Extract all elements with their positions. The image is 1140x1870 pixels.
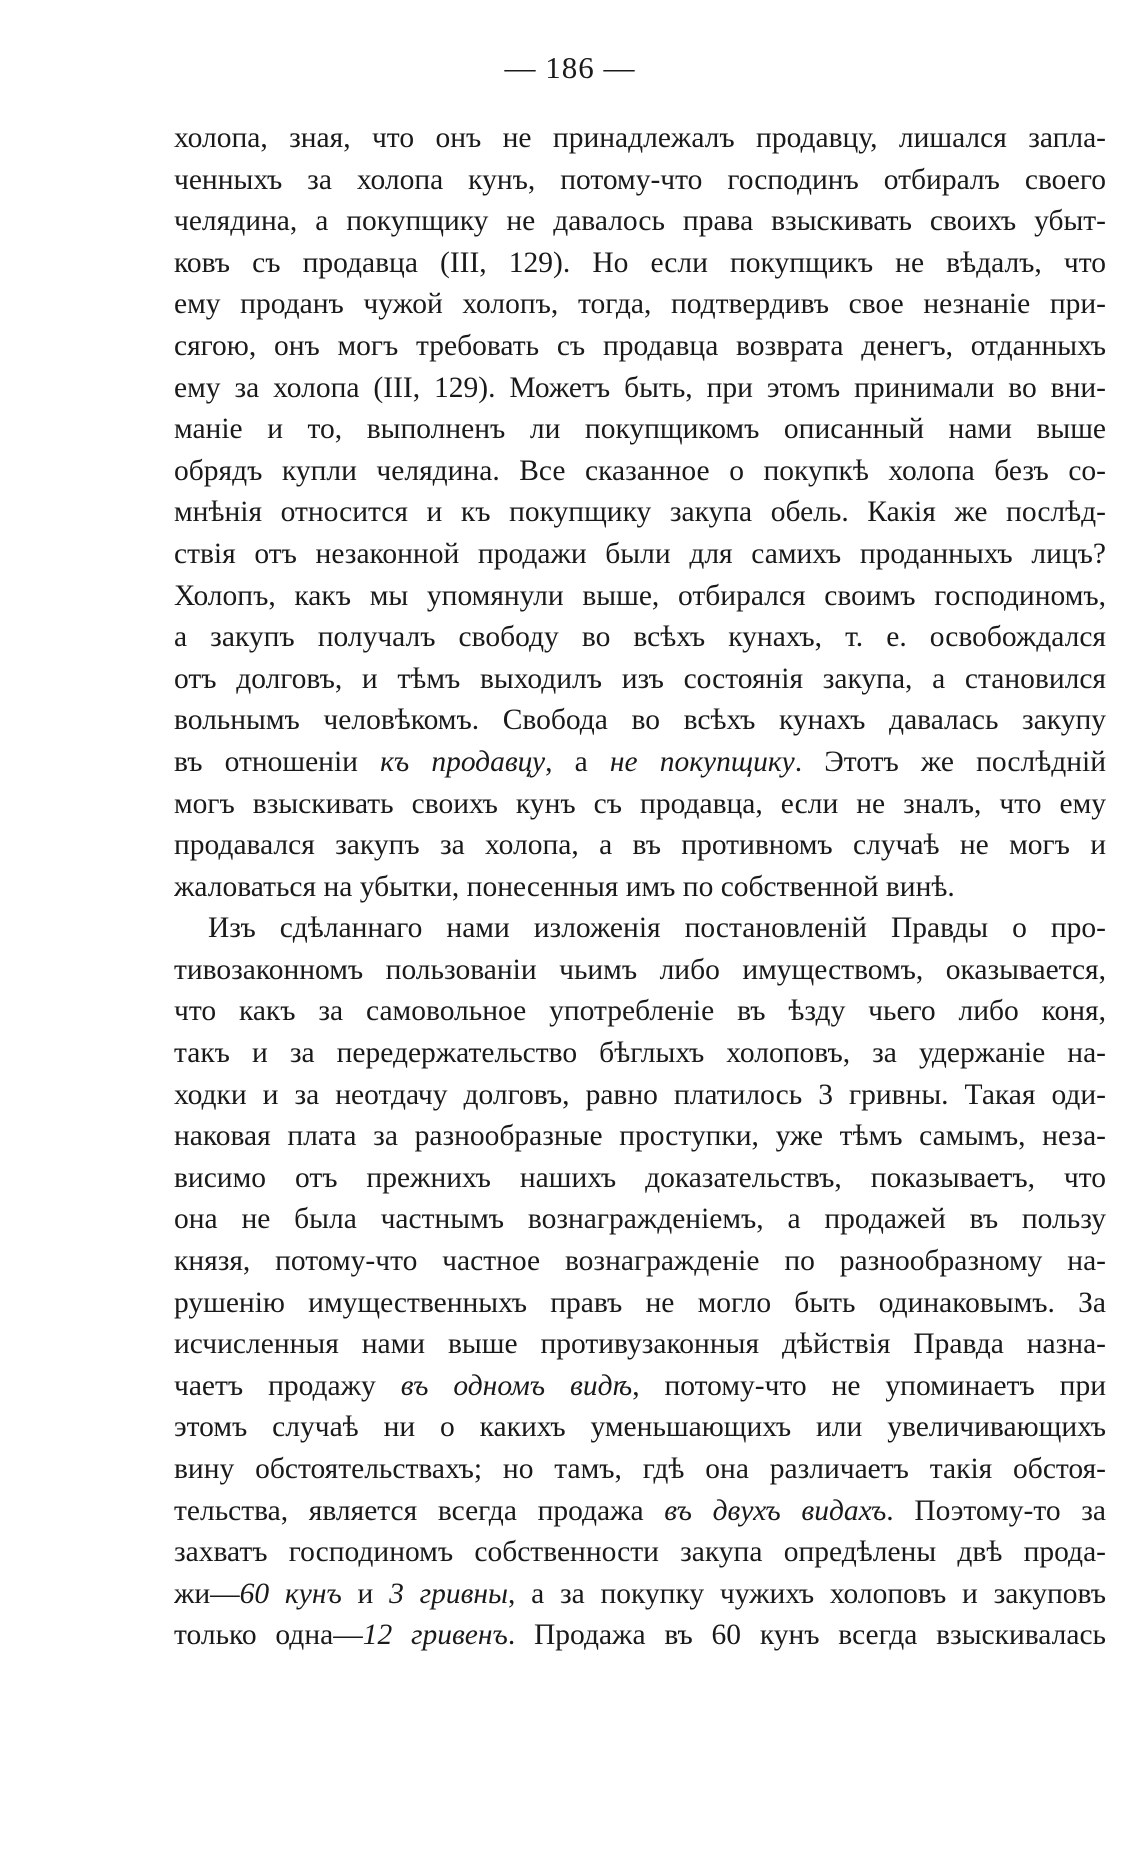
italic-text: къ продавцу xyxy=(380,745,546,778)
text-segment: вольнымъ человѣкомъ. Свобода во всѣхъ кунахъ давалась закупу xyxy=(174,704,1106,737)
text-segment: князя, потому-что частное вознагражденіе по разнообразному на- xyxy=(174,1245,1106,1278)
text-segment: и xyxy=(341,1577,390,1610)
text-segment: жаловаться на убытки, понесенныя имъ по собственной винѣ. xyxy=(174,870,955,903)
text-segment: мнѣнія относится и къ покупщику закупа обель. Какія же послѣд- xyxy=(174,496,1106,529)
text-segment: ковъ съ продавца (III, 129). Но если покупщикъ не вѣдалъ, что xyxy=(174,246,1106,279)
text-body xyxy=(174,118,1106,1657)
text-line xyxy=(174,1241,1106,1283)
text-line xyxy=(174,617,1106,659)
text-segment: а закупъ получалъ свободу во всѣхъ кунахъ, т. е. освобождался xyxy=(174,621,1106,654)
text-segment: могъ взыскивать своихъ кунъ съ продавца, если не зналъ, что ему xyxy=(174,787,1106,820)
text-segment: обрядъ купли челядина. Все сказанное о покупкѣ холопа безъ со- xyxy=(174,454,1106,487)
text-segment: маніе и то, выполненъ ли покупщикомъ описанный нами выше xyxy=(174,413,1106,446)
text-segment: . Поэтому-то за xyxy=(886,1494,1106,1527)
text-segment: холопа, зная, что онъ не принадлежалъ продавцу, лишался запла- xyxy=(174,122,1106,154)
text-line xyxy=(174,1324,1106,1366)
paragraph xyxy=(174,908,1106,1657)
text-line xyxy=(174,1116,1106,1158)
italic-text: въ одномъ видѣ xyxy=(400,1369,633,1402)
text-segment: только одна— xyxy=(174,1619,363,1652)
text-segment: сягою, онъ могъ требовать съ продавца возврата денегъ, отданныхъ xyxy=(174,329,1106,362)
text-segment: . Продажа въ 60 кунъ всегда взыскивалась xyxy=(507,1619,1106,1652)
italic-text: 60 кунъ xyxy=(239,1577,342,1610)
text-segment: челядина, а покупщику не давалось права взыскивать своихъ убыт- xyxy=(174,205,1106,238)
text-line xyxy=(174,1532,1106,1574)
text-line xyxy=(174,1366,1106,1408)
text-line xyxy=(174,1615,1106,1657)
text-segment: ему за холопа (III, 129). Можетъ быть, при этомъ принимали во вни- xyxy=(174,371,1106,404)
text-segment: наковая плата за разнообразные проступки, уже тѣмъ самымъ, неза- xyxy=(174,1120,1106,1153)
text-segment: тельства, является всегда продажа xyxy=(174,1494,665,1527)
text-segment: , а xyxy=(545,745,610,778)
text-line xyxy=(174,284,1106,326)
text-segment: исчисленныя нами выше противузаконныя дѣйствія Правда назна- xyxy=(174,1328,1106,1361)
text-segment: ченныхъ за холопа кунъ, потому-что господинъ отбиралъ своего xyxy=(174,163,1106,196)
italic-text: въ двухъ видахъ xyxy=(664,1494,887,1527)
text-line xyxy=(174,742,1106,784)
text-segment: этомъ случаѣ ни о какихъ уменьшающихъ или увеличивающихъ xyxy=(174,1411,1106,1444)
text-line xyxy=(174,867,1106,909)
text-segment: въ отношеніи xyxy=(174,745,381,778)
text-line xyxy=(174,825,1106,867)
text-segment: . Этотъ же послѣдній xyxy=(794,745,1106,778)
text-line xyxy=(174,118,1106,160)
text-line xyxy=(174,1283,1106,1325)
text-line xyxy=(174,534,1106,576)
text-segment: жи— xyxy=(174,1577,240,1610)
page-number: — 186 — xyxy=(504,50,636,85)
text-line xyxy=(174,1075,1106,1117)
text-segment: чаетъ продажу xyxy=(174,1369,401,1402)
text-segment: , а за покупку чужихъ холоповъ и закуповъ xyxy=(508,1577,1106,1610)
text-line xyxy=(174,409,1106,451)
text-line xyxy=(174,659,1106,701)
text-line xyxy=(174,368,1106,410)
text-segment: висимо отъ прежнихъ нашихъ доказательствъ, показываетъ, что xyxy=(174,1161,1106,1194)
text-line xyxy=(174,451,1106,493)
text-segment: , потому-что не упоминаетъ при xyxy=(632,1369,1106,1402)
text-segment: Холопъ, какъ мы упомянули выше, отбирался своимъ господиномъ, xyxy=(174,579,1106,612)
text-line xyxy=(174,1033,1106,1075)
text-line xyxy=(174,700,1106,742)
text-line xyxy=(174,1449,1106,1491)
text-segment: ходки и за неотдачу долговъ, равно платилось 3 гривны. Такая оди- xyxy=(174,1078,1106,1111)
text-segment: ствія отъ незаконной продажи были для самихъ проданныхъ лицъ? xyxy=(174,537,1106,570)
text-segment: такъ и за передержательство бѣглыхъ холоповъ, за удержаніе на- xyxy=(174,1037,1106,1070)
text-line xyxy=(174,1199,1106,1241)
text-line xyxy=(174,160,1106,202)
text-line xyxy=(174,576,1106,618)
text-segment: вину обстоятельствахъ; но тамъ, гдѣ она различаетъ такія обстоя- xyxy=(174,1453,1106,1485)
text-segment: что какъ за самовольное употребленіе въ ѣзду чьего либо коня, xyxy=(174,995,1106,1028)
italic-text: 12 гривенъ xyxy=(362,1619,508,1652)
text-line xyxy=(174,1574,1106,1616)
text-segment: рушенію имущественныхъ правъ не могло быть одинаковымъ. За xyxy=(174,1286,1106,1319)
text-line xyxy=(174,201,1106,243)
italic-text: 3 гривны xyxy=(389,1577,508,1610)
text-line xyxy=(174,1158,1106,1200)
text-line xyxy=(174,1491,1106,1533)
text-segment: Изъ сдѣланнаго нами изложенія постановленій Правды о про- xyxy=(208,912,1106,945)
text-segment: тивозаконномъ пользованіи чьимъ либо имуществомъ, оказывается, xyxy=(174,953,1106,986)
text-segment: она не была частнымъ вознагражденіемъ, а продажей въ пользу xyxy=(174,1203,1106,1236)
italic-text: не покупщику xyxy=(609,745,795,778)
text-segment: захватъ господиномъ собственности закупа опредѣлены двѣ прода- xyxy=(174,1536,1106,1569)
text-line xyxy=(174,950,1106,992)
text-line xyxy=(174,991,1106,1033)
text-segment: ему проданъ чужой холопъ, тогда, подтвердивъ свое незнаніе при- xyxy=(174,288,1106,321)
text-segment: отъ долговъ, и тѣмъ выходилъ изъ состоянія закупа, а становился xyxy=(174,662,1106,695)
text-line xyxy=(174,784,1106,826)
text-line xyxy=(174,326,1106,368)
paragraph xyxy=(174,118,1106,908)
text-line xyxy=(174,1407,1106,1449)
text-line xyxy=(174,492,1106,534)
text-line xyxy=(174,243,1106,285)
text-segment: продавался закупъ за холопа, а въ противномъ случаѣ не могъ и xyxy=(174,829,1106,862)
text-line xyxy=(174,908,1106,950)
